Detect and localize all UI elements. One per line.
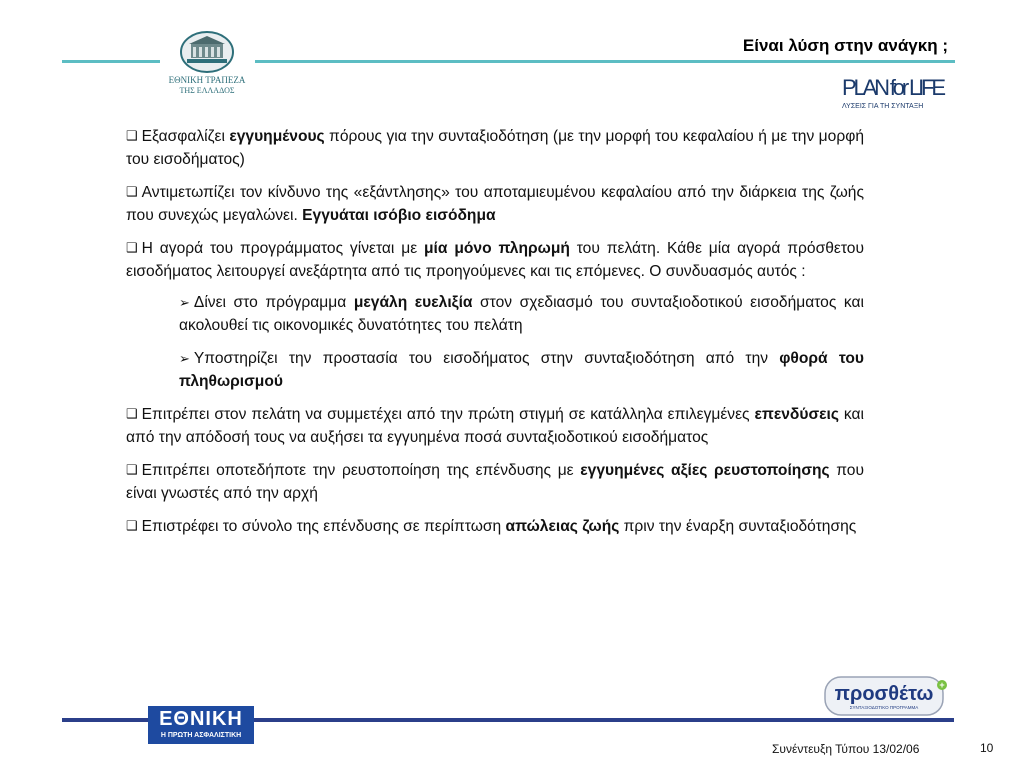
bullet-guaranteed-resources [126, 126, 864, 171]
emphasis: φθορά του πληθωρισμού [179, 350, 864, 390]
checkbox-square-icon: ❑ [126, 184, 138, 199]
checkbox-square-icon: ❑ [126, 240, 138, 255]
checkbox-square-icon: ❑ [126, 128, 138, 143]
emphasis: μία μόνο πληρωμή [424, 240, 570, 257]
bank-name-line2: ΤΗΣ ΕΛΛΑΔΟΣ [179, 86, 235, 95]
nbg-logo [160, 30, 255, 100]
ethniki-insurance-logo [148, 706, 254, 744]
planlife-tagline: ΛΥΣΕΙΣ ΓΙΑ ΤΗ ΣΥΝΤΑΞΗ [842, 103, 924, 110]
emphasis: Εγγυάται ισόβιο εισόδημα [302, 206, 496, 224]
text: Υποστηρίζει την προστασία του εισοδήματος στην συνταξιοδότηση από την [193, 350, 780, 367]
emphasis: απώλειας ζωής [505, 518, 620, 535]
text: που είναι γνωστές από την αρχή [126, 462, 864, 502]
arrow-right-icon: ➢ [179, 295, 190, 310]
prostheto-logo-text: προσθέτω [834, 683, 934, 705]
text: Εξασφαλίζει [141, 128, 230, 145]
emphasis: μεγάλη ευελιξία [353, 294, 473, 311]
planlife-logo-text: PLAN for LIFE [842, 75, 946, 100]
header-rule-right [255, 60, 955, 63]
text: Αντιμετωπίζει τον κίνδυνο της «εξάντλησης» του αποταμιευμένου κεφαλαίου από την διάρκεια της ζωής που συνεχώς μεγαλώνει. [126, 184, 864, 224]
prostheto-tagline: ΣΥΝΤΑΞΙΟΔΟΤΙΚΟ ΠΡΟΓΡΑΜΜΑ [849, 705, 919, 710]
svg-text:+: + [939, 680, 945, 690]
checkbox-square-icon: ❑ [126, 462, 138, 477]
text: Επιτρέπει στον πελάτη να συμμετέχει από την πρώτη στιγμή σε κατάλληλα επιλεγμένες [141, 406, 755, 423]
bank-name-line1: ΕΘΝΙΚΗ ΤΡΑΠΕΖΑ [168, 75, 246, 85]
text: Επιστρέφει το σύνολο της επένδυσης σε περίπτωση [141, 518, 506, 535]
prostheto-logo [824, 676, 950, 716]
header-rule-left [62, 60, 160, 63]
bullet-single-payment [126, 238, 864, 283]
slide-body [126, 126, 864, 550]
sub-bullet-inflation [179, 348, 864, 393]
ethniki-logo-main: ΕΘΝΙΚΗ [159, 708, 243, 730]
bullet-death-benefit [126, 516, 864, 539]
slide-title: Είναι λύση στην ανάγκη ; [742, 36, 948, 55]
ethniki-logo-sub: Η ΠΡΩΤΗ ΑΣΦΑΛΙΣΤΙΚΗ [160, 732, 242, 739]
text: πριν την έναρξη συνταξιοδότησης [619, 518, 857, 535]
text: Η αγορά του προγράμματος γίνεται με [141, 240, 425, 257]
arrow-right-icon: ➢ [179, 351, 190, 366]
text: πόρους για την συνταξιοδότηση (με την μορφή του κεφαλαίου ή με την μορφή του εισοδήματος) [126, 128, 864, 168]
footer-event: Συνέντευξη Τύπου 13/02/06 [772, 742, 920, 756]
emphasis: εγγυημένους [229, 128, 325, 145]
emphasis: εγγυημένες αξίες ρευστοποίησης [580, 462, 830, 479]
bullet-liquidation [126, 460, 864, 505]
emphasis: επενδύσεις [754, 406, 839, 423]
bullet-investments [126, 404, 864, 449]
text: Επιτρέπει οποτεδήποτε την ρευστοποίηση της επένδυσης με [141, 462, 581, 479]
text: του πελάτη. Κάθε μία αγορά πρόσθετου εισοδήματος λειτουργεί ανεξάρτητα από τις προηγούμενες και τις επόμενες. Ο συνδυασμός αυτός : [126, 240, 864, 280]
bullet-lifetime-income [126, 182, 864, 227]
sub-bullet-flexibility [179, 292, 864, 337]
page-number: 10 [980, 741, 994, 755]
checkbox-square-icon: ❑ [126, 406, 138, 421]
planlife-logo [840, 70, 950, 114]
text: στον σχεδιασμό του συνταξιοδοτικού εισοδήματος και ακολουθεί τις οικονομικές δυνατότητες του πελάτη [179, 294, 864, 334]
checkbox-square-icon: ❑ [126, 518, 138, 533]
text: Δίνει στο πρόγραμμα [193, 294, 354, 311]
text: και από την απόδοσή τους να αυξήσει τα εγγυημένα ποσά συνταξιοδοτικού εισοδήματος [126, 406, 864, 446]
